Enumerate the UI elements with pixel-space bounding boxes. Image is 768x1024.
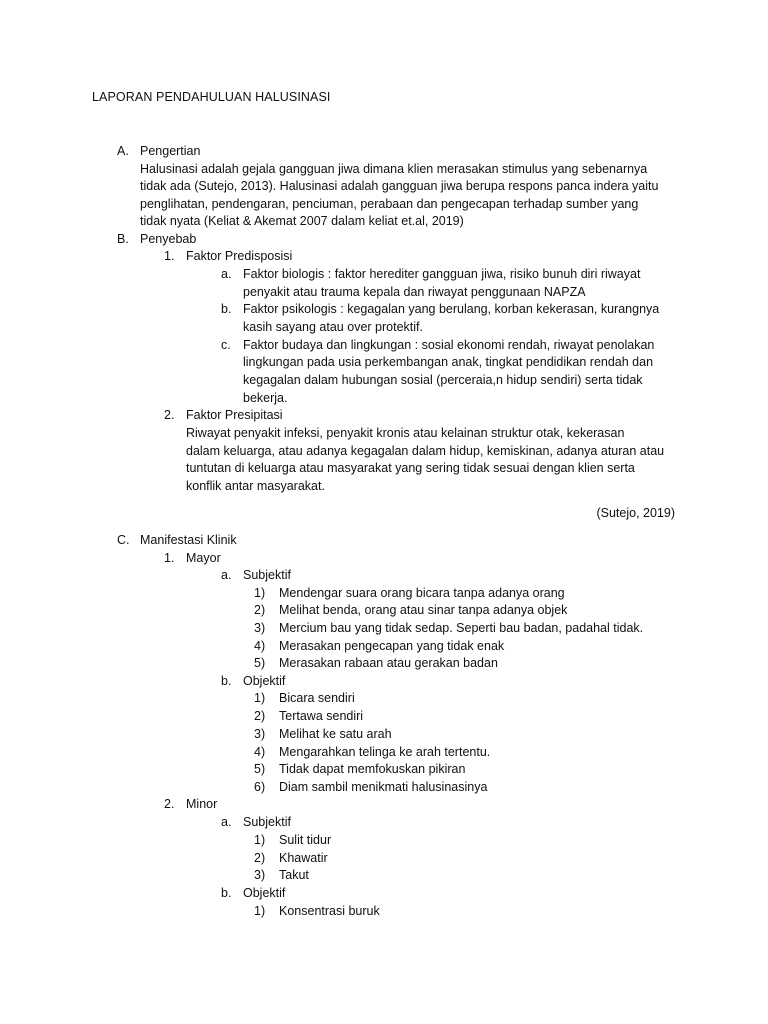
presipitasi-line: Riwayat penyakit infeksi, penyakit kronis atau kelainan struktur otak, kekerasan [186, 426, 625, 440]
list-number: 3) [254, 727, 266, 741]
list-item: Takut [279, 868, 309, 882]
list-number: 4) [254, 639, 266, 653]
list-item: Bicara sendiri [279, 691, 355, 705]
predisposisi-item-line: Faktor budaya dan lingkungan : sosial ekonomi rendah, riwayat penolakan [243, 338, 655, 352]
predisposisi-item-marker: c. [221, 338, 231, 352]
list-item: Khawatir [279, 851, 328, 865]
list-item: Melihat ke satu arah [279, 727, 392, 741]
presipitasi-line: konflik antar masyarakat. [186, 479, 325, 493]
list-item: Melihat benda, orang atau sinar tanpa adanya objek [279, 603, 568, 617]
minor-marker: 2. [164, 797, 175, 811]
mayor-heading: Mayor [186, 551, 221, 565]
predisposisi-item-line: lingkungan pada usia perkembangan anak, tingkat pendidikan rendah dan [243, 355, 654, 369]
list-item: Tidak dapat memfokuskan pikiran [279, 762, 466, 776]
faktor-presipitasi-marker: 2. [164, 408, 175, 422]
section-b-heading: Penyebab [140, 232, 197, 246]
faktor-predisposisi-heading: Faktor Predisposisi [186, 249, 293, 263]
minor-objektif-marker: b. [221, 886, 232, 900]
list-number: 1) [254, 904, 266, 918]
presipitasi-line: tuntutan di keluarga atau masyarakat yang sering tidak sesuai dengan klien serta [186, 461, 635, 475]
list-number: 3) [254, 868, 266, 882]
predisposisi-item-line: kasih sayang atau over protektif. [243, 320, 423, 334]
document-title: LAPORAN PENDAHULUAN HALUSINASI [92, 90, 331, 104]
predisposisi-item-line: bekerja. [243, 391, 288, 405]
section-a-line: Halusinasi adalah gejala gangguan jiwa dimana klien merasakan stimulus yang sebenarnya [140, 162, 648, 176]
list-number: 1) [254, 691, 266, 705]
section-a-heading: Pengertian [140, 144, 201, 158]
list-number: 2) [254, 851, 266, 865]
presipitasi-line: dalam keluarga, atau adanya kegagalan dalam hidup, kemiskinan, adanya aturan atau [186, 444, 665, 458]
predisposisi-item-line: Faktor biologis : faktor herediter gangguan jiwa, risiko bunuh diri riwayat [243, 267, 641, 281]
list-item: Merasakan rabaan atau gerakan badan [279, 656, 498, 670]
faktor-predisposisi-marker: 1. [164, 249, 175, 263]
predisposisi-item-line: Faktor psikologis : kegagalan yang berulang, korban kekerasan, kurangnya [243, 302, 660, 316]
predisposisi-item-line: penyakit atau trauma kepala dan riwayat penggunaan NAPZA [243, 285, 586, 299]
list-number: 5) [254, 762, 266, 776]
list-number: 2) [254, 603, 266, 617]
section-b-marker: B. [117, 232, 129, 246]
section-a-marker: A. [117, 144, 129, 158]
mayor-objektif-marker: b. [221, 674, 232, 688]
minor-objektif-heading: Objektif [243, 886, 286, 900]
mayor-subjektif-heading: Subjektif [243, 568, 291, 582]
list-number: 3) [254, 621, 266, 635]
minor-heading: Minor [186, 797, 218, 811]
list-number: 4) [254, 745, 266, 759]
section-a-line: tidak ada (Sutejo, 2013). Halusinasi adalah gangguan jiwa berupa respons panca indera yaitu [140, 179, 659, 193]
mayor-subjektif-marker: a. [221, 568, 232, 582]
list-number: 1) [254, 833, 266, 847]
mayor-objektif-heading: Objektif [243, 674, 286, 688]
section-c-heading: Manifestasi Klinik [140, 533, 237, 547]
section-a-line: penglihatan, pendengaran, penciuman, perabaan dan pengecapan terhadap sumber yang [140, 197, 639, 211]
citation: (Sutejo, 2019) [596, 506, 675, 520]
list-item: Mendengar suara orang bicara tanpa adanya orang [279, 586, 565, 600]
list-number: 2) [254, 709, 266, 723]
list-number: 1) [254, 586, 266, 600]
list-item: Merasakan pengecapan yang tidak enak [279, 639, 505, 653]
list-item: Tertawa sendiri [279, 709, 364, 723]
faktor-presipitasi-heading: Faktor Presipitasi [186, 408, 283, 422]
predisposisi-item-line: kegagalan dalam hubungan sosial (perceraia,n hidup sendiri) serta tidak [243, 373, 643, 387]
list-item: Sulit tidur [279, 833, 332, 847]
predisposisi-item-marker: b. [221, 302, 232, 316]
section-a-line: tidak nyata (Keliat & Akemat 2007 dalam keliat et.al, 2019) [140, 214, 464, 228]
list-number: 6) [254, 780, 266, 794]
minor-subjektif-heading: Subjektif [243, 815, 291, 829]
list-number: 5) [254, 656, 266, 670]
list-item: Konsentrasi buruk [279, 904, 380, 918]
section-c-marker: C. [117, 533, 130, 547]
mayor-marker: 1. [164, 551, 175, 565]
list-item: Diam sambil menikmati halusinasinya [279, 780, 488, 794]
predisposisi-item-marker: a. [221, 267, 232, 281]
minor-subjektif-marker: a. [221, 815, 232, 829]
list-item: Mengarahkan telinga ke arah tertentu. [279, 745, 491, 759]
list-item: Mercium bau yang tidak sedap. Seperti bau badan, padahal tidak. [279, 621, 644, 635]
